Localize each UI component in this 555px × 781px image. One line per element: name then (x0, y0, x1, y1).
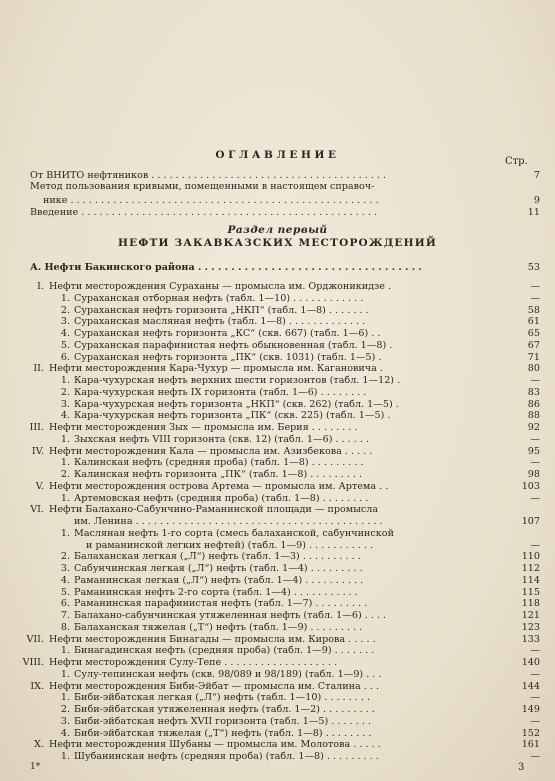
toc-entry-page: 11 (527, 207, 540, 218)
toc-entry-page: 107 (521, 516, 540, 527)
toc-entry-number: 1. (60, 645, 70, 656)
toc-entry-page: 133 (521, 634, 540, 645)
toc-entry-number: 3. (60, 316, 70, 327)
toc-entry-number: 2. (60, 305, 70, 316)
toc-entry-page: 7 (533, 170, 540, 181)
front-matter-entry (0, 195, 555, 207)
toc-entry-page: — (530, 293, 540, 304)
toc-entry-text: А. Нефти Бакинского района . . . . . . . . . . . . . . . . . . . . . . . . . . . . . . . . . . (30, 262, 422, 273)
toc-entry-page: 9 (533, 195, 540, 206)
toc-entry-number: 6. (60, 352, 70, 363)
toc-entry-number: III. (29, 422, 44, 433)
toc-entry-number: 4. (60, 728, 70, 739)
toc-entry-page: 71 (527, 352, 540, 363)
toc-entry (0, 575, 555, 587)
toc-entry-text: Раманинская нефть 2-го сорта (табл. 1—4) . . . . . . . . . . . (74, 587, 358, 598)
toc-entry-text: Кара-чухурская нефть IX горизонта (табл. 1—6) . . . . . . . . (74, 387, 367, 398)
toc-entry-page: 149 (521, 704, 540, 715)
toc-entry-text: Нефти месторождения Бинагады — промысла им. Кирова . . . . . (49, 634, 376, 645)
toc-entry (0, 340, 555, 352)
toc-entry (0, 375, 555, 387)
toc-entry (0, 669, 555, 681)
toc-entry-page: 53 (527, 262, 540, 273)
toc-entry-number: 1. (60, 375, 70, 386)
toc-entry (0, 751, 555, 763)
toc-entry-number: IX. (30, 681, 44, 692)
toc-entry-text: Нефти месторождения острова Артема — промысла им. Артема . . (49, 481, 389, 492)
toc-entry-text: Масляная нефть 1-го сорта (смесь балаханской, сабунчинской (74, 528, 394, 539)
toc-entry (0, 716, 555, 728)
toc-entry-text: Сулу-тепинская нефть (скв. 98/089 и 98/189) (табл. 1—9) . . . (74, 669, 382, 680)
toc-entry-page: 110 (521, 551, 540, 562)
toc-entry (0, 281, 555, 293)
toc-entry-text: Сураханская отборная нефть (табл. 1—10) . . . . . . . . . . . . (74, 293, 364, 304)
toc-entry (0, 645, 555, 657)
toc-entry-page: 144 (521, 681, 540, 692)
toc-entry (0, 657, 555, 669)
toc-entry (0, 563, 555, 575)
toc-entry (0, 528, 555, 540)
toc-entry-text: Сураханская парафинистая нефть обыкновенная (табл. 1—8) . (74, 340, 393, 351)
toc-entry-text: Нефти месторождения Кара-Чухур — промысла им. Кагановича . (49, 363, 383, 374)
toc-entry-number: 4. (60, 328, 70, 339)
toc-entry-text: Шубанинская нефть (средняя проба) (табл. 1—8) . . . . . . . . . (74, 751, 379, 762)
toc-entry (0, 422, 555, 434)
toc-entry-text: Сураханская масляная нефть (табл. 1—8) . . . . . . . . . . . . . (74, 316, 366, 327)
toc-entry (0, 551, 555, 563)
toc-entry-text: Кара-чухурская нефть верхних шести горизонтов (табл. 1—12) . (74, 375, 401, 386)
toc-entry-page: 98 (527, 469, 540, 480)
toc-entry-text: Биби-эйбатская нефть XVII горизонта (табл. 1—5) . . . . . . . (74, 716, 371, 727)
toc-entry-number: V. (35, 481, 44, 492)
toc-entry-text: Нефти Балахано-Сабунчино-Раманинской площади — промысла (49, 504, 379, 515)
toc-entry-number: VII. (26, 634, 44, 645)
toc-entry-page: — (530, 375, 540, 386)
toc-entry (0, 387, 555, 399)
toc-entry (0, 610, 555, 622)
page-number: 3 (518, 762, 525, 773)
toc-entry-number: IV. (31, 446, 44, 457)
toc-entry-number: 5. (60, 340, 70, 351)
toc-entry-number: 4. (60, 575, 70, 586)
toc-entry (0, 363, 555, 375)
toc-entry-number: 1. (60, 457, 70, 468)
toc-entry-number: 3. (60, 399, 70, 410)
toc-entry-page: 61 (527, 316, 540, 327)
toc-entry-page: — (530, 493, 540, 504)
toc-entry-page: 112 (521, 563, 540, 574)
toc-entry-text: Введение . . . . . . . . . . . . . . . . . . . . . . . . . . . . . . . . . . . . . . . . . . . . . . . . . (30, 207, 378, 218)
toc-entry (0, 434, 555, 446)
toc-entry (0, 410, 555, 422)
toc-entry-number: 1. (60, 434, 70, 445)
toc-entry-text: Нефти месторождения Зых — промысла им. Берия . . . . . . . . (49, 422, 358, 433)
district-entry (0, 262, 555, 274)
toc-entry-page: — (530, 434, 540, 445)
toc-entry-text: Кара-чухурская нефть горизонта „ПК“ (скв. 225) (табл. 1—5) . (74, 410, 391, 421)
toc-entry-text: Сураханская нефть горизонта „КС“ (скв. 667) (табл. 1—6) . . (74, 328, 381, 339)
toc-entry-number: VI. (30, 504, 44, 515)
toc-entry-page: 152 (521, 728, 540, 739)
toc-entry-text: Сабунчинская легкая („Л“) нефть (табл. 1—4) . . . . . . . . . (74, 563, 363, 574)
toc-entry-number: 2. (60, 704, 70, 715)
toc-entry-page: 103 (521, 481, 540, 492)
toc-entry (0, 739, 555, 751)
toc-entry-page: — (530, 716, 540, 727)
toc-entry-number: 3. (60, 563, 70, 574)
toc-entry-number: 2. (60, 551, 70, 562)
section-heading: НЕФТИ ЗАКАВКАЗСКИХ МЕСТОРОЖДЕНИЙ (118, 237, 437, 249)
toc-entry-text: Нефти месторождения Шубаны — промысла им. Молотова . . . . . (49, 739, 381, 750)
toc-entry-number: 8. (60, 622, 70, 633)
toc-entry-text: Нефти месторождения Сураханы — промысла им. Орджоникидзе . (49, 281, 392, 292)
toc-entry-page: 58 (527, 305, 540, 316)
toc-entry-text: Нефти месторождения Биби-Эйбат — промысла им. Сталина . . . (49, 681, 380, 692)
toc-entry-number: 5. (60, 587, 70, 598)
toc-entry-text: Нефти месторождения Сулу-Тепе . . . . . . . . . . . . . . . . . . . (49, 657, 338, 668)
toc-entry-number: X. (34, 739, 44, 750)
toc-entry (0, 293, 555, 305)
toc-entry-text: нике . . . . . . . . . . . . . . . . . . . . . . . . . . . . . . . . . . . . . . . . . . . . . . . . . . . (43, 195, 379, 206)
toc-entry-text: Биби-эйбатская тяжелая („Т“) нефть (табл. 1—8) . . . . . . . . (74, 728, 372, 739)
toc-entry (0, 481, 555, 493)
toc-entry-text: Биби-эйбатская легкая („Л“) нефть (табл. 1—10) . . . . . . . . (74, 692, 370, 703)
toc-entry-page: 140 (521, 657, 540, 668)
toc-entry-text: Раманинская легкая („Л“) нефть (табл. 1—4) . . . . . . . . . . (74, 575, 364, 586)
toc-entry-text: Зыхская нефть VIII горизонта (скв. 12) (табл. 1—6) . . . . . . (74, 434, 370, 445)
toc-entry (0, 328, 555, 340)
toc-entry (0, 316, 555, 328)
toc-entry-number: II. (33, 363, 44, 374)
toc-entry (0, 598, 555, 610)
toc-entry-number: 1. (60, 293, 70, 304)
toc-entry (0, 516, 555, 528)
toc-entry-page: 80 (527, 363, 540, 374)
toc-entry-page: 88 (527, 410, 540, 421)
toc-entry-text: Балаханская тяжелая („Т“) нефть (табл. 1—9) . . . . . . . . . (74, 622, 363, 633)
toc-entry-page: — (530, 692, 540, 703)
toc-entry (0, 622, 555, 634)
toc-entry-number: I. (37, 281, 44, 292)
front-matter-entry (0, 207, 555, 219)
page-title: ОГЛАВЛЕНИЕ (215, 149, 340, 161)
toc-entry (0, 504, 555, 516)
page-column-label: Стр. (505, 156, 528, 167)
toc-entry-text: им. Ленина . . . . . . . . . . . . . . . . . . . . . . . . . . . . . . . . . . . . . . . . . (74, 516, 383, 527)
toc-entry-number: 1. (60, 493, 70, 504)
toc-entry-page: 95 (527, 446, 540, 457)
toc-entry-number: 6. (60, 598, 70, 609)
toc-entry-text: Балаханская легкая („Л“) нефть (табл. 1—3) . . . . . . . . . . (74, 551, 361, 562)
toc-entry-text: Калинская нефть горизонта „ПК“ (табл. 1—8) . . . . . . . . . (74, 469, 363, 480)
toc-entry-text: и раманинской легких нефтей) (табл. 1—9) . . . . . . . . . . . (86, 540, 374, 551)
toc-entry-number: 3. (60, 716, 70, 727)
toc-entry-number: 4. (60, 410, 70, 421)
toc-entry-page: — (530, 540, 540, 551)
toc-entry (0, 704, 555, 716)
toc-entry-number: 2. (60, 387, 70, 398)
toc-entry (0, 469, 555, 481)
toc-entry-number: 1. (60, 692, 70, 703)
toc-entry-number: VIII. (22, 657, 44, 668)
toc-entry-page: 83 (527, 387, 540, 398)
toc-entry-page: — (530, 669, 540, 680)
toc-entry-page: 86 (527, 399, 540, 410)
toc-entry (0, 692, 555, 704)
toc-entry-text: Калинская нефть (средняя проба) (табл. 1—8) . . . . . . . . . (74, 457, 364, 468)
toc-entry-number: 1. (60, 751, 70, 762)
toc-entry-text: От ВНИТО нефтяников . . . . . . . . . . . . . . . . . . . . . . . . . . . . . . . . . . . . . . . (30, 170, 387, 181)
toc-entry-text: Нефти месторождения Кала — промысла им. Азизбекова . . . . . (49, 446, 373, 457)
toc-entry-page: — (530, 751, 540, 762)
toc-entry-page: 123 (521, 622, 540, 633)
toc-entry-page: — (530, 281, 540, 292)
toc-entry-text: Раманинская парафинистая нефть (табл. 1—7) . . . . . . . . . (74, 598, 368, 609)
toc-entry-page: 121 (521, 610, 540, 621)
toc-entry-page: 92 (527, 422, 540, 433)
toc-entry-page: 65 (527, 328, 540, 339)
toc-entry-number: 7. (60, 610, 70, 621)
toc-entry-page: — (530, 457, 540, 468)
toc-entry-page: — (530, 645, 540, 656)
toc-entry-text: Метод пользования кривыми, помещенными в настоящем справоч- (30, 181, 375, 192)
toc-entry-number: 1. (60, 669, 70, 680)
printer-signature-mark: 1* (30, 762, 41, 772)
toc-entry-page: 118 (521, 598, 540, 609)
toc-entry-page: 115 (521, 587, 540, 598)
toc-entry-text: Артемовская нефть (средняя проба) (табл. 1—8) . . . . . . . . (74, 493, 369, 504)
toc-entry-text: Сураханская нефть горизонта „НКП“ (табл. 1—8) . . . . . . . (74, 305, 369, 316)
toc-entry (0, 457, 555, 469)
toc-entry-text: Биби-эйбатская утяжеленная нефть (табл. 1—2) . . . . . . . . . (74, 704, 375, 715)
toc-entry-number: 1. (60, 528, 70, 539)
toc-entry-page: 67 (527, 340, 540, 351)
toc-entry-text: Кара-чухурская нефть горизонта „НКП“ (скв. 262) (табл. 1—5) . (74, 399, 399, 410)
front-matter-entry (0, 181, 555, 193)
toc-entry-text: Сураханская нефть горизонта „ПК“ (скв. 1031) (табл. 1—5) . (74, 352, 382, 363)
toc-entry-text: Бинагадинская нефть (средняя проба) (табл. 1—9) . . . . . . . (74, 645, 375, 656)
section-label: Раздел первый (227, 224, 328, 236)
toc-entry-text: Балахано-сабунчинская утяжеленная нефть (табл. 1—6) . . . . (74, 610, 387, 621)
toc-entry-number: 2. (60, 469, 70, 480)
toc-entry-page: 114 (521, 575, 540, 586)
toc-entry-page: 161 (521, 739, 540, 750)
